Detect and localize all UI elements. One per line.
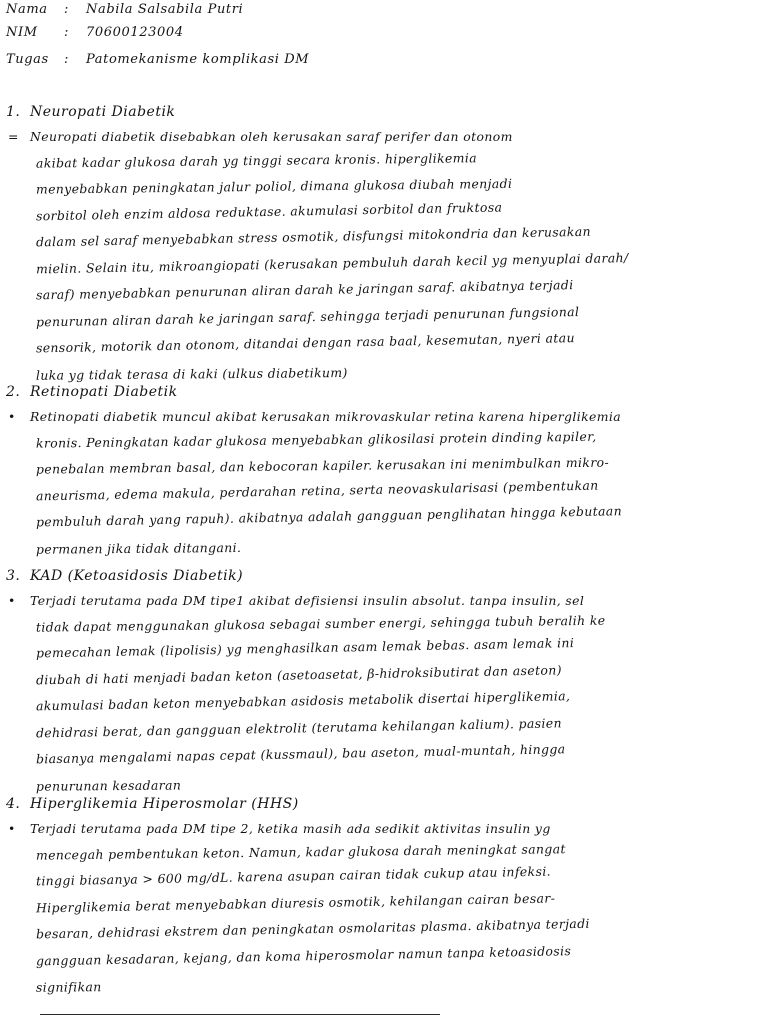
section-line: tidak dapat menggunakan glukosa sebagai sumber energi, sehingga tubuh beralih ke: [35, 612, 606, 635]
section-line: mielin. Selain itu, mikroangiopati (kerusakan pembuluh darah kecil yg menyuplai darah/: [35, 249, 629, 276]
section-bullet: •: [8, 821, 16, 836]
section-title: [6, 104, 746, 120]
nim-separator: :: [64, 25, 69, 40]
name-separator: :: [64, 2, 69, 17]
section-number: 4.: [6, 796, 21, 812]
task-label: Tugas: [6, 52, 49, 67]
task-row: [6, 52, 309, 67]
line-text: Terjadi terutama pada DM tipe 2, ketika masih ada sedikit aktivitas insulin yg: [30, 821, 551, 836]
section-number: 3.: [6, 568, 21, 584]
task-value: Patomekanisme komplikasi DM: [86, 52, 310, 67]
section-line: penurunan aliran darah ke jaringan saraf. sehingga terjadi penurunan fungsional: [35, 303, 580, 329]
line-text: Neuropati diabetik disebabkan oleh kerusakan saraf perifer dan otonom: [30, 129, 513, 144]
section-line: Hiperglikemia berat menyebabkan diuresis osmotik, kehilangan cairan besar-: [35, 889, 556, 915]
section-line: penurunan kesadaran: [35, 776, 182, 794]
name-row: [6, 2, 243, 17]
section-heading: Neuropati Diabetik: [30, 104, 176, 120]
section-line: signifikan: [35, 979, 102, 995]
section-line: permanen jika tidak ditangani.: [35, 539, 242, 557]
bottom-rule: [40, 1014, 440, 1015]
section-line: akumulasi badan keton menyebabkan asidosis metabolik disertai hiperglikemia,: [35, 688, 571, 714]
section-line: sorbitol oleh enzim aldosa reduktase. akumulasi sorbitol dan fruktosa: [35, 198, 503, 223]
section-number: 1.: [6, 104, 21, 120]
section-hhs: [6, 796, 746, 1002]
section-line: aneurisma, edema makula, perdarahan retina, serta neovaskularisasi (pembentukan: [35, 477, 599, 503]
section-line: mencegah pembentukan keton. Namun, kadar glukosa darah meningkat sangat: [35, 840, 566, 863]
name-label: Nama: [6, 2, 48, 17]
section-line: dehidrasi berat, dan gangguan elektrolit (terutama kehilangan kalium). pasien: [35, 714, 563, 740]
section-line: pemecahan lemak (lipolisis) yg menghasilkan asam lemak bebas. asam lemak ini: [35, 635, 575, 661]
section-bullet: •: [8, 409, 16, 424]
nim-row: [6, 25, 184, 40]
section-title: [6, 568, 746, 584]
nim-label: NIM: [6, 25, 38, 40]
section-heading: Hiperglikemia Hiperosmolar (HHS): [30, 796, 299, 812]
section-retinopati: [6, 384, 746, 563]
task-separator: :: [64, 52, 69, 67]
section-line: penebalan membran basal, dan kebocoran kapiler. kerusakan ini menimbulkan mikro-: [35, 454, 610, 477]
section-line: dalam sel saraf menyebabkan stress osmotik, disfungsi mitokondria dan kerusakan: [35, 223, 592, 250]
section-line: kronis. Peningkatan kadar glukosa menyebabkan glikosilasi protein dinding kapiler,: [35, 428, 597, 451]
section-line: diubah di hati menjadi badan keton (asetoasetat, β-hidroksibutirat dan aseton): [35, 661, 563, 687]
section-line: biasanya mengalami napas cepat (kussmaul), bau aseton, mual-muntah, hingga: [35, 741, 566, 767]
section-neuropati: [6, 104, 746, 389]
section-title: [6, 796, 746, 812]
section-line: pembuluh darah yang rapuh). akibatnya adalah gangguan penglihatan hingga kebutaan: [35, 503, 623, 530]
line-text: Terjadi terutama pada DM tipe1 akibat defisiensi insulin absolut. tanpa insulin, sel: [30, 593, 585, 608]
section-line: besaran, dehidrasi ekstrem dan peningkatan osmolaritas plasma. akibatnya terjadi: [35, 915, 590, 942]
line-text: Retinopati diabetik muncul akibat kerusakan mikrovaskular retina karena hiperglikemia: [30, 409, 622, 424]
section-line: akibat kadar glukosa darah yg tinggi secara kronis. hiperglikemia: [35, 149, 478, 171]
section-heading: KAD (Ketoasidosis Diabetik): [30, 568, 244, 584]
section-line: saraf) menyebabkan penurunan aliran darah ke jaringan saraf. akibatnya terjadi: [35, 277, 574, 303]
section-line: gangguan kesadaran, kejang, dan koma hiperosmolar namun tanpa ketoasidosis: [35, 942, 572, 968]
section-line: sensorik, motorik dan otonom, ditandai dengan rasa baal, kesemutan, nyeri atau: [35, 330, 576, 356]
section-bullet: •: [8, 593, 16, 608]
section-number: 2.: [6, 384, 21, 400]
section-line: menyebabkan peningkatan jalur poliol, dimana glukosa diubah menjadi: [35, 175, 513, 197]
section-kad: [6, 568, 746, 800]
section-heading: Retinopati Diabetik: [30, 384, 178, 400]
section-bullet: =: [8, 129, 19, 144]
section-line: tinggi biasanya > 600 mg/dL. karena asupan cairan tidak cukup atau infeksi.: [35, 863, 552, 889]
nim-value: 70600123004: [86, 25, 184, 40]
section-title: [6, 384, 746, 400]
name-value: Nabila Salsabila Putri: [86, 2, 244, 17]
section-line: luka yg tidak terasa di kaki (ulkus diabetikum): [35, 364, 348, 383]
